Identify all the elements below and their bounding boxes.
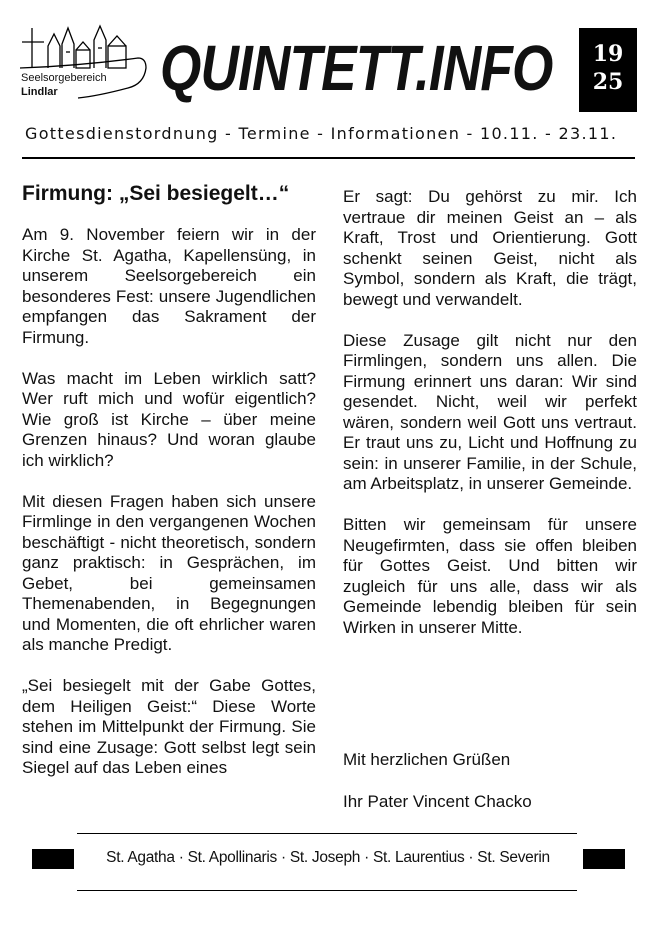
logo-line-2: Lindlar — [21, 86, 58, 98]
paragraph: „Sei besiegelt mit der Gabe Gottes, dem Heiligen Geist:“ Diese Worte stehen im Mittelpunkt der Firmung. Sie sind eine Zusage: Gott selbst legt sein Siegel auf das Leben eines — [22, 676, 316, 777]
greeting: Mit herzlichen Grüßen — [343, 750, 511, 769]
paragraph: Diese Zusage gilt nicht nur den Firmlingen, sondern uns allen. Die Firmung erinnert uns daran: Wir sind gesendet. Nicht, weil wir perfekt wären, sondern weil Gott uns vertraut. Er traut uns zu, Licht und Hoffnung zu sein: in unserer Familie, in der Schule, am Arbeitsplatz, in unserer Gemeinde. — [343, 330, 637, 493]
footer-divider-bottom — [77, 890, 577, 891]
signature: Ihr Pater Vincent Chacko — [343, 792, 532, 811]
footer-parishes: St. Agatha · St. Apollinaris · St. Joseph · St. Laurentius · St. Severin — [106, 849, 550, 866]
issue-number-bottom: 25 — [592, 69, 624, 95]
paragraph: Bitten wir gemeinsam für unsere Neugefirmten, dass sie offen bleiben für Gottes Geist. Und bitten wir zugleich für uns alle, dass wir als Gemeinde lebendig bleiben für sein Wirken in unserer Mitte. — [343, 515, 637, 637]
header-divider — [22, 157, 635, 159]
logo — [18, 22, 153, 102]
paragraph: Er sagt: Du gehörst zu mir. Ich vertraue dir meinen Geist an – als Kraft, Trost und Orientierung. Gott schenkt seinen Geist, nicht als Symbol, sondern als Kraft, die trägt, bewegt und verwandelt. — [343, 187, 637, 309]
issue-number-top: 19 — [592, 41, 624, 67]
subtitle: Gottesdienstordnung - Termine - Informationen - 10.11. - 23.11. — [25, 124, 618, 143]
footer-block-left — [32, 849, 74, 869]
article-heading: Firmung: „Sei besiegelt…“ — [22, 182, 290, 205]
paragraph: Mit diesen Fragen haben sich unsere Firmlinge in den vergangenen Wochen beschäftigt - nicht theoretisch, sondern ganz praktisch: in Gesprächen, im Gebet, bei gemeinsamen Themenabenden, in Begegnungen und Momenten, die oft ehrlicher waren als manche Predigt. — [22, 491, 316, 654]
right-column — [343, 187, 637, 638]
footer-block-right — [583, 849, 625, 869]
paragraph: Was macht im Leben wirklich satt? Wer ruft mich und wofür eigentlich? Wie groß ist Kirche – über meine Grenzen hinaus? Und woran glaube ich wirklich? — [22, 368, 316, 470]
issue-badge — [579, 28, 637, 112]
masthead-title: QUINTETT.INFO — [160, 32, 553, 104]
left-column — [22, 225, 316, 779]
logo-line-1: Seelsorgebereich — [21, 72, 107, 84]
footer-divider-top — [77, 833, 577, 834]
paragraph: Am 9. November feiern wir in der Kirche St. Agatha, Kapellensüng, in unserem Seelsorgebereich ein besonderes Fest: unsere Jugendlichen empfangen das Sakrament der Firmung. — [22, 225, 316, 347]
